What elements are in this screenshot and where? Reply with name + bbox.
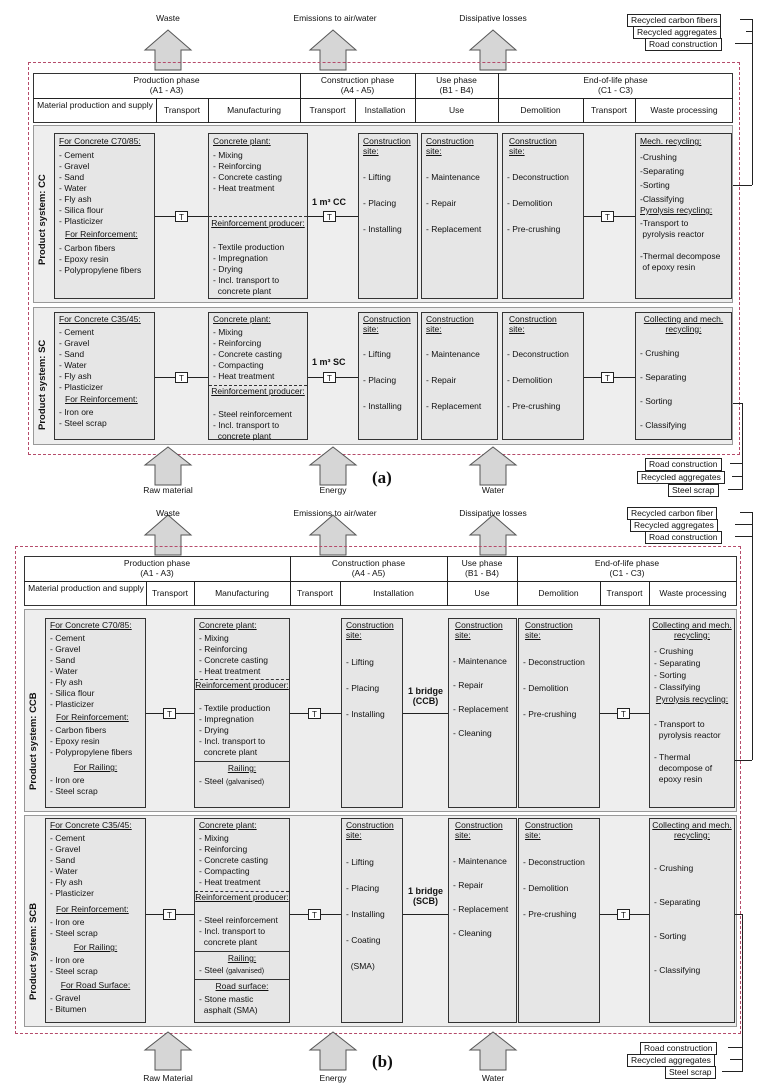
list-item: - Incl. transport to [213, 275, 280, 285]
sc-transport-t1: T [175, 372, 188, 383]
list-item: - Sand [59, 349, 85, 359]
list-item: - Sorting [654, 670, 687, 680]
list-item [654, 741, 721, 752]
scb-waste-box: Collecting and mech. recycling: - Crushing - Separating - Sorting - Classifying [649, 818, 735, 1023]
list-item: - Steel scrap [50, 928, 98, 938]
scb-transport-t1: T [163, 909, 176, 920]
list-item: - Fly ash [50, 677, 83, 687]
list-item: - Water [59, 183, 87, 193]
list-item: - Placing [346, 883, 380, 893]
list-item: - Fly ash [59, 371, 92, 381]
scb-road-list [50, 993, 86, 1015]
list-item: concrete plant [199, 937, 258, 947]
list-item: - Steel reinforcement [213, 409, 292, 419]
recycled-bottom-a-2: Steel scrap [668, 484, 719, 497]
list-item: - Heat treatment [213, 371, 275, 381]
cc-plant-box: Concrete plant: - Mixing - Reinforcing - Concrete casting - Heat treatment Reinforcement producer: - Textile production - Impregnation - Drying - Incl. transport to concrete plant [208, 133, 308, 299]
scb-rail-list [50, 955, 98, 977]
recycled-top-b-0: Recycled carbon fiber [627, 507, 717, 520]
sc-install-list [363, 341, 402, 419]
raw-material-arrow-a [145, 447, 191, 485]
list-item: - Fly ash [50, 877, 83, 887]
energy-arrow-a [310, 447, 356, 485]
list-item: - Sand [50, 855, 76, 865]
list-item: - Lifting [346, 857, 374, 867]
scb-demo-list [523, 849, 585, 927]
list-item: - Iron ore [50, 917, 85, 927]
list-item: - Thermal [654, 752, 691, 762]
stage-transport3-b: Transport [606, 588, 643, 598]
list-item: - Demolition [523, 883, 569, 893]
list-item: -Sorting [640, 180, 670, 190]
sc-wp-list [640, 341, 686, 437]
cc-use-list [426, 164, 481, 242]
list-item: - Crushing [640, 348, 680, 358]
list-item: - Installing [363, 224, 402, 234]
ccb-use-box: Construction site: - Maintenance - Repair - Replacement - Cleaning [448, 618, 517, 808]
stage-transport2-b: Transport [296, 588, 334, 598]
list-item: - Demolition [507, 198, 553, 208]
list-item: - Gravel [50, 644, 81, 654]
list-item: pyrolysis reactor [654, 730, 721, 740]
list-item: - Sorting [654, 931, 687, 941]
list-item: - Mixing [213, 150, 243, 160]
waste-label-b: Waste [156, 508, 180, 518]
list-item: - Sand [50, 655, 76, 665]
list-item: - Impregnation [199, 714, 254, 724]
list-item: - Water [50, 666, 78, 676]
list-item: - Cement [50, 833, 85, 843]
water-label-b: Water [481, 1073, 505, 1083]
emissions-label-a: Emissions to air/water [293, 13, 377, 23]
ccb-product-unit: 1 bridge (CCB) [407, 686, 443, 707]
stage-transport1-a: Transport [163, 105, 201, 115]
list-item: - Steel scrap [50, 786, 98, 796]
cc-pyro-list [640, 218, 720, 273]
list-item: - Concrete casting [199, 655, 268, 665]
list-item: - Deconstruction [507, 172, 569, 182]
list-item: - Impregnation [213, 253, 268, 263]
list-item: - Classifying [654, 682, 701, 692]
sc-product-unit: 1 m³ SC [312, 357, 346, 367]
ccb-transport-t2: T [308, 708, 321, 719]
list-item: concrete plant [213, 431, 272, 441]
list-item: - Deconstruction [507, 349, 569, 359]
system-label-sc: Product system: SC [37, 339, 48, 430]
list-item: - Steel scrap [50, 966, 98, 976]
cc-transport-t1: T [175, 211, 188, 222]
recycled-bottom-b-0: Road construction [640, 1042, 717, 1055]
list-item: - Iron ore [59, 407, 94, 417]
list-item: - Incl. transport to [199, 736, 266, 746]
energy-label-a: Energy [319, 485, 347, 495]
list-item: - Maintenance [453, 856, 507, 866]
stage-transport3-a: Transport [590, 105, 628, 115]
scb-use-box: Construction site: - Maintenance - Repair - Replacement - Cleaning [448, 818, 517, 1023]
scb-material-list [50, 833, 94, 899]
stage-installation-b: Installation [373, 588, 414, 598]
list-item: - Iron ore [50, 775, 85, 785]
list-item: - Water [59, 360, 87, 370]
list-item: - Reinforcing [199, 644, 248, 654]
list-item: - Fly ash [59, 194, 92, 204]
list-item: - Textile production [213, 242, 285, 252]
list-item: - Maintenance [426, 349, 480, 359]
list-item: - Incl. transport to [199, 926, 266, 936]
stage-manufacturing-b: Manufacturing [215, 588, 269, 598]
cc-demo-list [507, 164, 569, 242]
scb-plant-box: Concrete plant: - Mixing - Reinforcing - Concrete casting - Compacting - Heat treatment Reinforcement producer: - Steel reinforcement - Incl. transport to concrete plant Railing: - Steel (galvanised) Road surface: - Stone mastic asphalt (SMA) [194, 818, 290, 1023]
ccb-transport-t1: T [163, 708, 176, 719]
list-item: concrete plant [213, 286, 272, 296]
recycled-top-b-2: Road construction [645, 531, 722, 544]
phase-production-a: Production phase (A1 - A3) [133, 75, 200, 95]
list-item: -Thermal decompose [640, 251, 721, 261]
list-item: - Separating [654, 897, 701, 907]
list-item: - Coating [346, 935, 381, 945]
list-item: - Heat treatment [199, 666, 261, 676]
recycled-bottom-b-2: Steel scrap [665, 1066, 716, 1079]
list-item: - Reinforcing [213, 338, 262, 348]
list-item: - Repair [426, 375, 457, 385]
list-item: - Concrete casting [199, 855, 268, 865]
waste-label-a: Waste [156, 13, 180, 23]
ccb-plant-list [199, 633, 268, 677]
water-arrow-a [470, 447, 516, 485]
stage-transport2-a: Transport [309, 105, 346, 115]
cc-install-list [363, 164, 402, 242]
cc-waste-box: Mech. recycling: -Crushing -Separating -Sorting -Classifying Pyrolysis recycling: -Transport to pyrolysis reactor -Thermal decompose of epoxy resin [635, 133, 732, 299]
cc-material-list [59, 150, 103, 227]
ccb-plant-box: Concrete plant: - Mixing - Reinforcing - Concrete casting - Heat treatment Reinforcement producer: - Textile production - Impregnation - Drying - Incl. transport to concrete plant Railing: - Steel (galvanised) [194, 618, 290, 808]
ccb-demo-box: Construction site: - Deconstruction - Demolition - Pre-crushing [518, 618, 600, 808]
sc-waste-box: Collecting and mech. recycling: - Crushing - Separating - Sorting - Classifying [635, 312, 732, 440]
list-item: -Classifying [640, 194, 684, 204]
scb-material-box: For Concrete C35/45: - Cement - Gravel - Sand - Water - Fly ash - Plasticizer For Reinforcement: - Iron ore - Steel scrap For Railing: - Iron ore - Steel scrap For Road Surface: - Gravel - Bitumen [45, 818, 146, 1023]
panel-b-label: (b) [372, 1052, 393, 1071]
recycled-top-b-1: Recycled aggregates [630, 519, 718, 532]
list-item: - Mixing [213, 327, 243, 337]
sc-reinf-list [59, 407, 107, 429]
scb-reinf-list [50, 917, 98, 939]
scb-use-list [453, 849, 508, 945]
recycled-bottom-a-0: Road construction [645, 458, 722, 471]
phase-use-a: Use phase (B1 - B4) [436, 75, 477, 95]
list-item: - Installing [363, 401, 402, 411]
cc-wp-list [640, 150, 684, 206]
list-item: of epoxy resin [640, 262, 696, 272]
list-item: - Pre-crushing [523, 909, 577, 919]
list-item: - Sorting [640, 396, 673, 406]
water-label-a: Water [481, 485, 505, 495]
recycled-top-a-1: Recycled aggregates [633, 26, 721, 39]
list-item: -Separating [640, 166, 684, 176]
sc-demo-box: Construction site: - Deconstruction - Demolition - Pre-crushing [502, 312, 584, 440]
list-item: - Deconstruction [523, 657, 585, 667]
list-item: - Steel reinforcement [199, 915, 278, 925]
list-item: - Water [50, 866, 78, 876]
sc-material-box: For Concrete C35/45: - Cement - Gravel - Sand - Water - Fly ash - Plasticizer For Reinforcement: - Iron ore - Steel scrap [54, 312, 155, 440]
list-item: - Placing [363, 198, 397, 208]
list-item: - Compacting [213, 360, 264, 370]
cc-plant-list [213, 150, 282, 194]
ccb-material-list [50, 633, 94, 710]
list-item: - Plasticizer [50, 699, 94, 709]
sc-transport-t3: T [601, 372, 614, 383]
list-item: - Lifting [346, 657, 374, 667]
ccb-pyro-list [654, 719, 721, 785]
list-item: - Heat treatment [213, 183, 275, 193]
system-label-ccb: Product system: CCB [28, 692, 39, 790]
cc-material-box: For Concrete C70/85: - Cement - Gravel - Sand - Water - Fly ash - Silica flour - Plasticizer For Reinforcement: - Carbon fibers - Epoxy resin - Polypropylene fibers [54, 133, 155, 299]
scb-rp-list [199, 915, 278, 948]
list-item: - Crushing [654, 863, 694, 873]
list-item [640, 240, 720, 251]
list-item: - Epoxy resin [59, 254, 109, 264]
list-item: - Polypropylene fibers [59, 265, 142, 275]
cc-rp-list [213, 242, 284, 297]
list-item: - Polypropylene fibers [50, 747, 133, 757]
list-item: - Gravel [50, 844, 81, 854]
list-item: - Bitumen [50, 1004, 87, 1014]
recycled-bottom-b-1: Recycled aggregates [627, 1054, 715, 1067]
ccb-demo-list [523, 649, 585, 727]
stage-waste-processing-b: Waste processing [659, 588, 727, 598]
scb-install-box: Construction site: - Lifting - Placing - Installing - Coating (SMA) [341, 818, 403, 1023]
list-item: - Placing [363, 375, 397, 385]
sc-material-list [59, 327, 103, 393]
list-item: - Carbon fibers [50, 725, 107, 735]
scb-wp-list [654, 851, 700, 987]
list-item: - Demolition [523, 683, 569, 693]
list-item: - Plasticizer [59, 216, 103, 226]
panel-a-label: (a) [372, 468, 392, 487]
list-item: - Reinforcing [213, 161, 262, 171]
ccb-material-box: For Concrete C70/85: - Cement - Gravel - Sand - Water - Fly ash - Silica flour - Plasticizer For Reinforcement: - Carbon fibers - Epoxy resin - Polypropylene fibers For Railing: - Iron ore - Steel scrap [45, 618, 146, 808]
list-item: - Cement [59, 150, 94, 160]
scb-plant-list [199, 833, 268, 888]
list-item: concrete plant [199, 747, 258, 757]
phase-construction-a: Construction phase (A4 - A5) [320, 75, 395, 95]
stage-use-b: Use [474, 588, 490, 598]
sc-transport-t2: T [323, 372, 336, 383]
cc-demo-box: Construction site: - Deconstruction - Demolition - Pre-crushing [502, 133, 584, 299]
list-item: - Plasticizer [50, 888, 94, 898]
stage-transport1-b: Transport [151, 588, 189, 598]
list-item: - Pre-crushing [507, 401, 561, 411]
energy-label-b: Energy [319, 1073, 347, 1083]
list-item: - Cement [50, 633, 85, 643]
stage-material-a: Material production and supply [37, 100, 153, 110]
list-item: - Lifting [363, 349, 391, 359]
list-item: - Replacement [453, 904, 509, 914]
cc-reinf-list [59, 243, 141, 276]
cc-product-unit: 1 m³ CC [312, 197, 347, 207]
list-item: - Gravel [59, 338, 90, 348]
list-item: pyrolysis reactor [640, 229, 705, 239]
list-item: - Cleaning [453, 928, 492, 938]
list-item: - Cement [59, 327, 94, 337]
system-label-cc: Product system: CC [37, 174, 48, 265]
list-item: - Mixing [199, 833, 229, 843]
phase-eol-a: End-of-life phase (C1 - C3) [583, 75, 648, 95]
water-arrow-b [470, 1032, 516, 1070]
cc-transport-t3: T [601, 211, 614, 222]
list-item: - Incl. transport to [213, 420, 280, 430]
ccb-wp-list [654, 645, 700, 693]
sc-rp-list [213, 409, 292, 442]
stage-use-a: Use [448, 105, 465, 115]
ccb-reinf-list [50, 725, 132, 758]
list-item: - Repair [453, 880, 484, 890]
list-item: - Maintenance [426, 172, 480, 182]
ccb-install-box: Construction site: - Lifting - Placing - Installing [341, 618, 403, 808]
raw-material-arrow-b [145, 1032, 191, 1070]
list-item: - Carbon fibers [59, 243, 116, 253]
ccb-transport-t3: T [617, 708, 630, 719]
phase-construction-b: Construction phase (A4 - A5) [331, 558, 406, 578]
scb-transport-t2: T [308, 909, 321, 920]
list-item: - Silica flour [59, 205, 104, 215]
ccb-rp-list [199, 703, 270, 758]
list-item: - Iron ore [50, 955, 85, 965]
list-item: - Concrete casting [213, 172, 282, 182]
stage-waste-processing-a: Waste processing [650, 105, 718, 115]
list-item: - Replacement [453, 704, 509, 714]
ccb-install-list [346, 649, 385, 727]
list-item: - Classifying [654, 965, 701, 975]
scb-transport-t3: T [617, 909, 630, 920]
list-item: - Classifying [640, 420, 687, 430]
scb-demo-box: Construction site: - Deconstruction - Demolition - Pre-crushing [518, 818, 600, 1023]
sc-plant-list [213, 327, 282, 382]
list-item: - Gravel [50, 993, 81, 1003]
list-item: - Drying [213, 264, 243, 274]
ccb-rail-list [50, 775, 98, 797]
list-item: - Lifting [363, 172, 391, 182]
list-item: - Installing [346, 909, 385, 919]
emissions-label-b: Emissions to air/water [293, 508, 377, 518]
list-item: - Demolition [507, 375, 553, 385]
list-item: - Stone mastic [199, 994, 254, 1004]
list-item: - Replacement [426, 401, 482, 411]
list-item: - Separating [640, 372, 687, 382]
list-item: -Transport to [640, 218, 689, 228]
list-item: - Steel scrap [59, 418, 107, 428]
list-item: - Repair [426, 198, 457, 208]
list-item: decompose of [654, 763, 713, 773]
list-item: - Compacting [199, 866, 250, 876]
list-item: epoxy resin [654, 774, 703, 784]
raw-material-label-a: Raw material [143, 485, 193, 495]
stage-manufacturing-a: Manufacturing [227, 105, 281, 115]
list-item: - Crushing [654, 646, 694, 656]
list-item: - Mixing [199, 633, 229, 643]
list-item: - Plasticizer [59, 382, 103, 392]
list-item: - Cleaning [453, 728, 492, 738]
cc-use-box: Construction site: - Maintenance - Repair - Replacement [421, 133, 498, 299]
sc-use-box: Construction site: - Maintenance - Repair - Replacement [421, 312, 498, 440]
recycled-top-a-2: Road construction [645, 38, 722, 51]
scb-install-list [346, 849, 385, 979]
sc-use-list [426, 341, 481, 419]
list-item: - Installing [346, 709, 385, 719]
cc-transport-t2: T [323, 211, 336, 222]
raw-material-label-b: Raw Material [143, 1073, 193, 1083]
list-item: - Transport to [654, 719, 705, 729]
ccb-use-list [453, 649, 508, 745]
stage-demolition-a: Demolition [520, 105, 561, 115]
list-item: - Deconstruction [523, 857, 585, 867]
phase-production-b: Production phase (A1 - A3) [123, 558, 191, 578]
dissipative-label-a: Dissipative losses [459, 13, 527, 23]
list-item: - Reinforcing [199, 844, 248, 854]
energy-arrow-b [310, 1032, 356, 1070]
sc-plant-box: Concrete plant: - Mixing - Reinforcing - Concrete casting - Compacting - Heat treatment Reinforcement producer: - Steel reinforcement - Incl. transport to concrete plant [208, 312, 308, 440]
list-item: - Separating [654, 658, 701, 668]
recycled-bottom-a-1: Recycled aggregates [637, 471, 725, 484]
stage-material-b: Material production and supply [28, 583, 144, 593]
list-item: - Concrete casting [213, 349, 282, 359]
phase-use-b: Use phase (B1 - B4) [461, 558, 503, 578]
list-item: - Placing [346, 683, 380, 693]
stage-installation-a: Installation [364, 105, 406, 115]
dissipative-label-b: Dissipative losses [459, 508, 527, 518]
system-label-scb: Product system: SCB [28, 902, 39, 1000]
list-item: - Replacement [426, 224, 482, 234]
scb-product-unit: 1 bridge (SCB) [407, 886, 443, 907]
list-item: - Textile production [199, 703, 271, 713]
cc-install-box: Construction site: - Lifting - Placing - Installing [358, 133, 418, 299]
list-item: -Crushing [640, 152, 677, 162]
sc-demo-list [507, 341, 569, 419]
list-item: - Maintenance [453, 656, 507, 666]
scb-rs-list [199, 994, 258, 1016]
sc-install-box: Construction site: - Lifting - Placing - Installing [358, 312, 418, 440]
stage-demolition-b: Demolition [538, 588, 579, 598]
list-item: - Drying [199, 725, 229, 735]
list-item: - Silica flour [50, 688, 95, 698]
ccb-waste-box: Collecting and mech. recycling: - Crushing - Separating - Sorting - Classifying Pyrolysis recycling: - Transport to pyrolysis reactor - Thermal decompose of epoxy resin [649, 618, 735, 808]
list-item: - Pre-crushing [523, 709, 577, 719]
list-item: (SMA) [346, 961, 375, 971]
phase-eol-b: End-of-life phase (C1 - C3) [594, 558, 660, 578]
list-item: - Sand [59, 172, 85, 182]
list-item: - Gravel [59, 161, 90, 171]
list-item: - Repair [453, 680, 484, 690]
list-item: - Pre-crushing [507, 224, 561, 234]
list-item: - Heat treatment [199, 877, 261, 887]
list-item: - Epoxy resin [50, 736, 100, 746]
list-item: asphalt (SMA) [199, 1005, 258, 1015]
recycled-top-a-0: Recycled carbon fibers [627, 14, 721, 27]
